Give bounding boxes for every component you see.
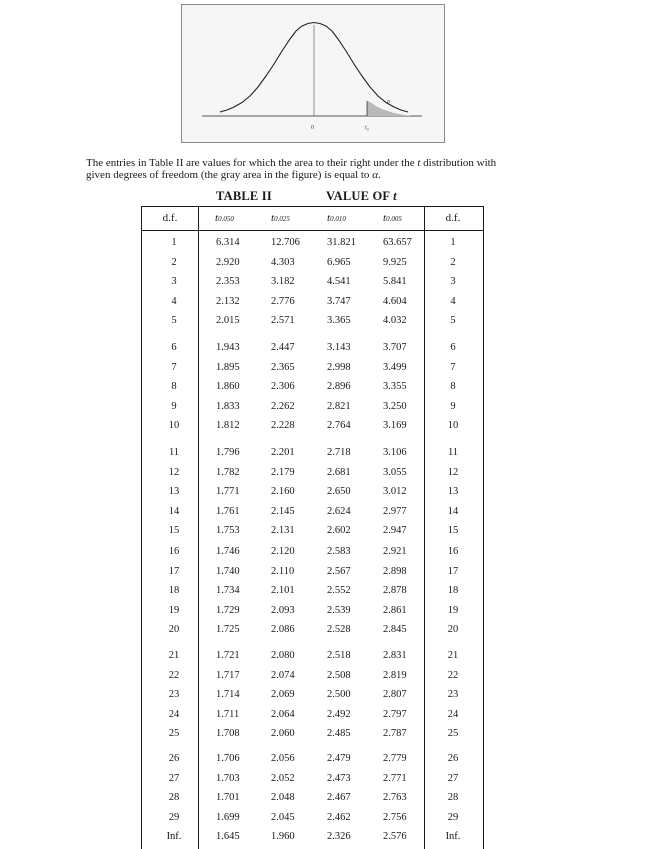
t-value-cell: 2.508 (327, 670, 351, 681)
t-value-cell: 2.228 (271, 420, 295, 431)
t-value-cell: 2.771 (383, 773, 407, 784)
t-value-cell: 2.921 (383, 546, 407, 557)
df-cell-left: 29 (168, 812, 180, 823)
table-border-top (141, 206, 484, 207)
t-value-cell: 2.756 (383, 812, 407, 823)
df-cell-left: 11 (168, 447, 180, 458)
t-value-cell: 2.074 (271, 670, 295, 681)
t-value-cell: 2.015 (216, 315, 240, 326)
t-value-cell: 2.447 (271, 342, 295, 353)
t-value-cell: 1.860 (216, 381, 240, 392)
df-cell-right: 28 (447, 792, 459, 803)
table-description (86, 157, 566, 181)
df-cell-left: 25 (168, 728, 180, 739)
df-cell-left: Inf. (166, 831, 182, 842)
t-value-cell: 3.355 (383, 381, 407, 392)
df-cell-right: 16 (447, 546, 459, 557)
t-value-cell: 3.106 (383, 447, 407, 458)
df-cell-right: 26 (447, 753, 459, 764)
t-value-cell: 2.624 (327, 506, 351, 517)
t-value-cell: 2.576 (383, 831, 407, 842)
df-cell-left: 21 (168, 650, 180, 661)
t-value-cell: 2.467 (327, 792, 351, 803)
t-value-cell: 4.303 (271, 257, 295, 268)
df-cell-right: 29 (447, 812, 459, 823)
df-cell-left: 28 (168, 792, 180, 803)
t-value-cell: 2.977 (383, 506, 407, 517)
df-cell-right: 24 (447, 709, 459, 720)
df-cell-right: Inf. (445, 831, 461, 842)
t-value-cell: 1.706 (216, 753, 240, 764)
t-value-cell: 3.250 (383, 401, 407, 412)
t-value-cell: 6.965 (327, 257, 351, 268)
header-t-0050: t0.050 (215, 212, 234, 224)
df-cell-left: 27 (168, 773, 180, 784)
df-cell-left: 6 (171, 342, 177, 353)
table-title: TABLE II (216, 189, 272, 203)
t-value-cell: 2.821 (327, 401, 351, 412)
alpha-label: α (387, 99, 391, 105)
t-value-cell: 3.365 (327, 315, 351, 326)
df-cell-left: 3 (171, 276, 177, 287)
t-value-cell: 5.841 (383, 276, 407, 287)
df-cell-left: 26 (168, 753, 180, 764)
t-value-cell: 1.703 (216, 773, 240, 784)
t-value-cell: 1.725 (216, 624, 240, 635)
t-value-cell: 2.779 (383, 753, 407, 764)
df-cell-right: 6 (450, 342, 456, 353)
t-value-cell: 2.306 (271, 381, 295, 392)
df-cell-right: 11 (447, 447, 459, 458)
t-value-cell: 2.528 (327, 624, 351, 635)
t-value-cell: 2.120 (271, 546, 295, 557)
t-value-cell: 2.500 (327, 689, 351, 700)
t-value-cell: 1.761 (216, 506, 240, 517)
t-value-cell: 2.473 (327, 773, 351, 784)
t-value-cell: 2.998 (327, 362, 351, 373)
t-value-cell: 2.262 (271, 401, 295, 412)
t-distribution-figure (181, 4, 445, 143)
t-value-cell: 1.812 (216, 420, 240, 431)
t-value-cell: 2.365 (271, 362, 295, 373)
df-cell-left: 2 (171, 257, 177, 268)
t-value-cell: 63.657 (383, 237, 412, 248)
df-cell-right: 3 (450, 276, 456, 287)
t-value-cell: 31.821 (327, 237, 356, 248)
df-cell-left: 14 (168, 506, 180, 517)
df-cell-right: 19 (447, 605, 459, 616)
df-cell-left: 5 (171, 315, 177, 326)
header-df-left: d.f. (162, 212, 178, 224)
t-value-cell: 2.571 (271, 315, 295, 326)
header-t-0005: t0.005 (383, 212, 402, 224)
df-cell-right: 17 (447, 566, 459, 577)
column-divider-left (198, 206, 199, 849)
t-value-cell: 2.131 (271, 525, 295, 536)
df-cell-right: 12 (447, 467, 459, 478)
t-value-cell: 2.776 (271, 296, 295, 307)
t-value-cell: 1.771 (216, 486, 240, 497)
df-cell-right: 13 (447, 486, 459, 497)
header-t-0025: t0.025 (271, 212, 290, 224)
df-cell-left: 20 (168, 624, 180, 635)
t-value-cell: 2.831 (383, 650, 407, 661)
t-value-cell: 3.143 (327, 342, 351, 353)
df-cell-left: 22 (168, 670, 180, 681)
t-value-cell: 2.353 (216, 276, 240, 287)
t-value-cell: 2.132 (216, 296, 240, 307)
t-value-cell: 2.567 (327, 566, 351, 577)
t-value-cell: 2.681 (327, 467, 351, 478)
df-cell-right: 27 (447, 773, 459, 784)
t-value-cell: 2.878 (383, 585, 407, 596)
t-value-cell: 3.012 (383, 486, 407, 497)
t-value-cell: 2.787 (383, 728, 407, 739)
t-value-cell: 1.740 (216, 566, 240, 577)
df-cell-left: 8 (171, 381, 177, 392)
df-cell-left: 17 (168, 566, 180, 577)
t-value-cell: 9.925 (383, 257, 407, 268)
table-border-right (483, 206, 484, 849)
df-cell-right: 20 (447, 624, 459, 635)
column-divider-right (424, 206, 425, 849)
t-value-cell: 12.706 (271, 237, 300, 248)
df-cell-left: 16 (168, 546, 180, 557)
df-cell-right: 7 (450, 362, 456, 373)
t-value-cell: 2.845 (383, 624, 407, 635)
t-value-cell: 2.764 (327, 420, 351, 431)
df-cell-right: 23 (447, 689, 459, 700)
t-value-cell: 2.048 (271, 792, 295, 803)
t-value-cell: 2.064 (271, 709, 295, 720)
df-cell-left: 4 (171, 296, 177, 307)
t-value-cell: 1.645 (216, 831, 240, 842)
t-value-cell: 1.796 (216, 447, 240, 458)
t-value-cell: 1.721 (216, 650, 240, 661)
df-cell-right: 1 (450, 237, 456, 248)
t-value-cell: 1.717 (216, 670, 240, 681)
df-cell-right: 18 (447, 585, 459, 596)
t-value-cell: 2.861 (383, 605, 407, 616)
t-value-cell: 3.169 (383, 420, 407, 431)
t-value-cell: 1.753 (216, 525, 240, 536)
df-cell-left: 12 (168, 467, 180, 478)
df-cell-right: 4 (450, 296, 456, 307)
t-value-cell: 1.729 (216, 605, 240, 616)
t-value-cell: 1.782 (216, 467, 240, 478)
t-value-cell: 2.462 (327, 812, 351, 823)
t-value-cell: 1.833 (216, 401, 240, 412)
t-value-cell: 1.734 (216, 585, 240, 596)
df-cell-right: 21 (447, 650, 459, 661)
t-value-cell: 2.807 (383, 689, 407, 700)
t-value-cell: 2.045 (271, 812, 295, 823)
t-value-cell: 2.602 (327, 525, 351, 536)
df-cell-right: 9 (450, 401, 456, 412)
t-value-cell: 2.479 (327, 753, 351, 764)
t-value-cell: 1.960 (271, 831, 295, 842)
t-value-cell: 2.086 (271, 624, 295, 635)
t-value-cell: 3.055 (383, 467, 407, 478)
t-value-cell: 2.060 (271, 728, 295, 739)
df-cell-left: 18 (168, 585, 180, 596)
df-cell-right: 14 (447, 506, 459, 517)
t-value-cell: 2.326 (327, 831, 351, 842)
t-value-cell: 1.714 (216, 689, 240, 700)
t-value-cell: 2.920 (216, 257, 240, 268)
t-value-cell: 3.707 (383, 342, 407, 353)
df-cell-left: 19 (168, 605, 180, 616)
t-value-cell: 2.485 (327, 728, 351, 739)
t-value-cell: 2.080 (271, 650, 295, 661)
df-cell-left: 9 (171, 401, 177, 412)
df-cell-right: 15 (447, 525, 459, 536)
df-cell-left: 10 (168, 420, 180, 431)
t-value-cell: 2.947 (383, 525, 407, 536)
t-value-cell: 2.145 (271, 506, 295, 517)
t-value-cell: 2.110 (271, 566, 295, 577)
header-t-0010: t0.010 (327, 212, 346, 224)
t-value-cell: 2.797 (383, 709, 407, 720)
df-cell-right: 25 (447, 728, 459, 739)
df-cell-right: 22 (447, 670, 459, 681)
df-cell-right: 2 (450, 257, 456, 268)
t-value-cell: 2.583 (327, 546, 351, 557)
t-value-cell: 1.895 (216, 362, 240, 373)
t-value-cell: 2.650 (327, 486, 351, 497)
header-df-right: d.f. (445, 212, 461, 224)
t-value-cell: 1.746 (216, 546, 240, 557)
t-value-cell: 2.179 (271, 467, 295, 478)
df-cell-right: 10 (447, 420, 459, 431)
t-value-cell: 1.699 (216, 812, 240, 823)
df-cell-left: 24 (168, 709, 180, 720)
t-value-cell: 3.182 (271, 276, 295, 287)
t-value-cell: 2.201 (271, 447, 295, 458)
t-value-cell: 1.701 (216, 792, 240, 803)
df-cell-left: 15 (168, 525, 180, 536)
df-cell-left: 23 (168, 689, 180, 700)
t-value-cell: 1.711 (216, 709, 240, 720)
t-value-cell: 3.499 (383, 362, 407, 373)
t-curve-plot (182, 5, 446, 144)
table-border-left (141, 206, 142, 849)
t-value-cell: 4.604 (383, 296, 407, 307)
t-value-cell: 2.898 (383, 566, 407, 577)
t-value-cell: 2.093 (271, 605, 295, 616)
t-value-cell: 2.518 (327, 650, 351, 661)
t-value-cell: 4.541 (327, 276, 351, 287)
df-cell-left: 1 (171, 237, 177, 248)
t-value-cell: 2.819 (383, 670, 407, 681)
header-rule (141, 230, 484, 231)
t-value-cell: 4.032 (383, 315, 407, 326)
table-subtitle: VALUE OF t (326, 189, 397, 203)
t-value-cell: 2.763 (383, 792, 407, 803)
t-value-cell: 2.539 (327, 605, 351, 616)
t-value-cell: 1.943 (216, 342, 240, 353)
t-value-cell: 3.747 (327, 296, 351, 307)
description-line-1: The entries in Table II are values for which the area to their right under the t distribution with (86, 157, 497, 169)
t-value-cell: 2.492 (327, 709, 351, 720)
t-value-cell: 2.069 (271, 689, 295, 700)
zero-label: 0 (311, 125, 314, 131)
description-line-2: given degrees of freedom (the gray area in the figure) is equal to α. (86, 169, 381, 181)
t-value-cell: 2.052 (271, 773, 295, 784)
df-cell-left: 7 (171, 362, 177, 373)
t-value-cell: 2.896 (327, 381, 351, 392)
t-value-cell: 6.314 (216, 237, 240, 248)
t-value-cell: 1.708 (216, 728, 240, 739)
df-cell-left: 13 (168, 486, 180, 497)
t-value-cell: 2.101 (271, 585, 295, 596)
t-alpha-label: $t_\alpha$ (365, 125, 369, 132)
df-cell-right: 8 (450, 381, 456, 392)
t-value-cell: 2.056 (271, 753, 295, 764)
t-value-cell: 2.160 (271, 486, 295, 497)
df-cell-right: 5 (450, 315, 456, 326)
t-value-cell: 2.718 (327, 447, 351, 458)
t-value-cell: 2.552 (327, 585, 351, 596)
